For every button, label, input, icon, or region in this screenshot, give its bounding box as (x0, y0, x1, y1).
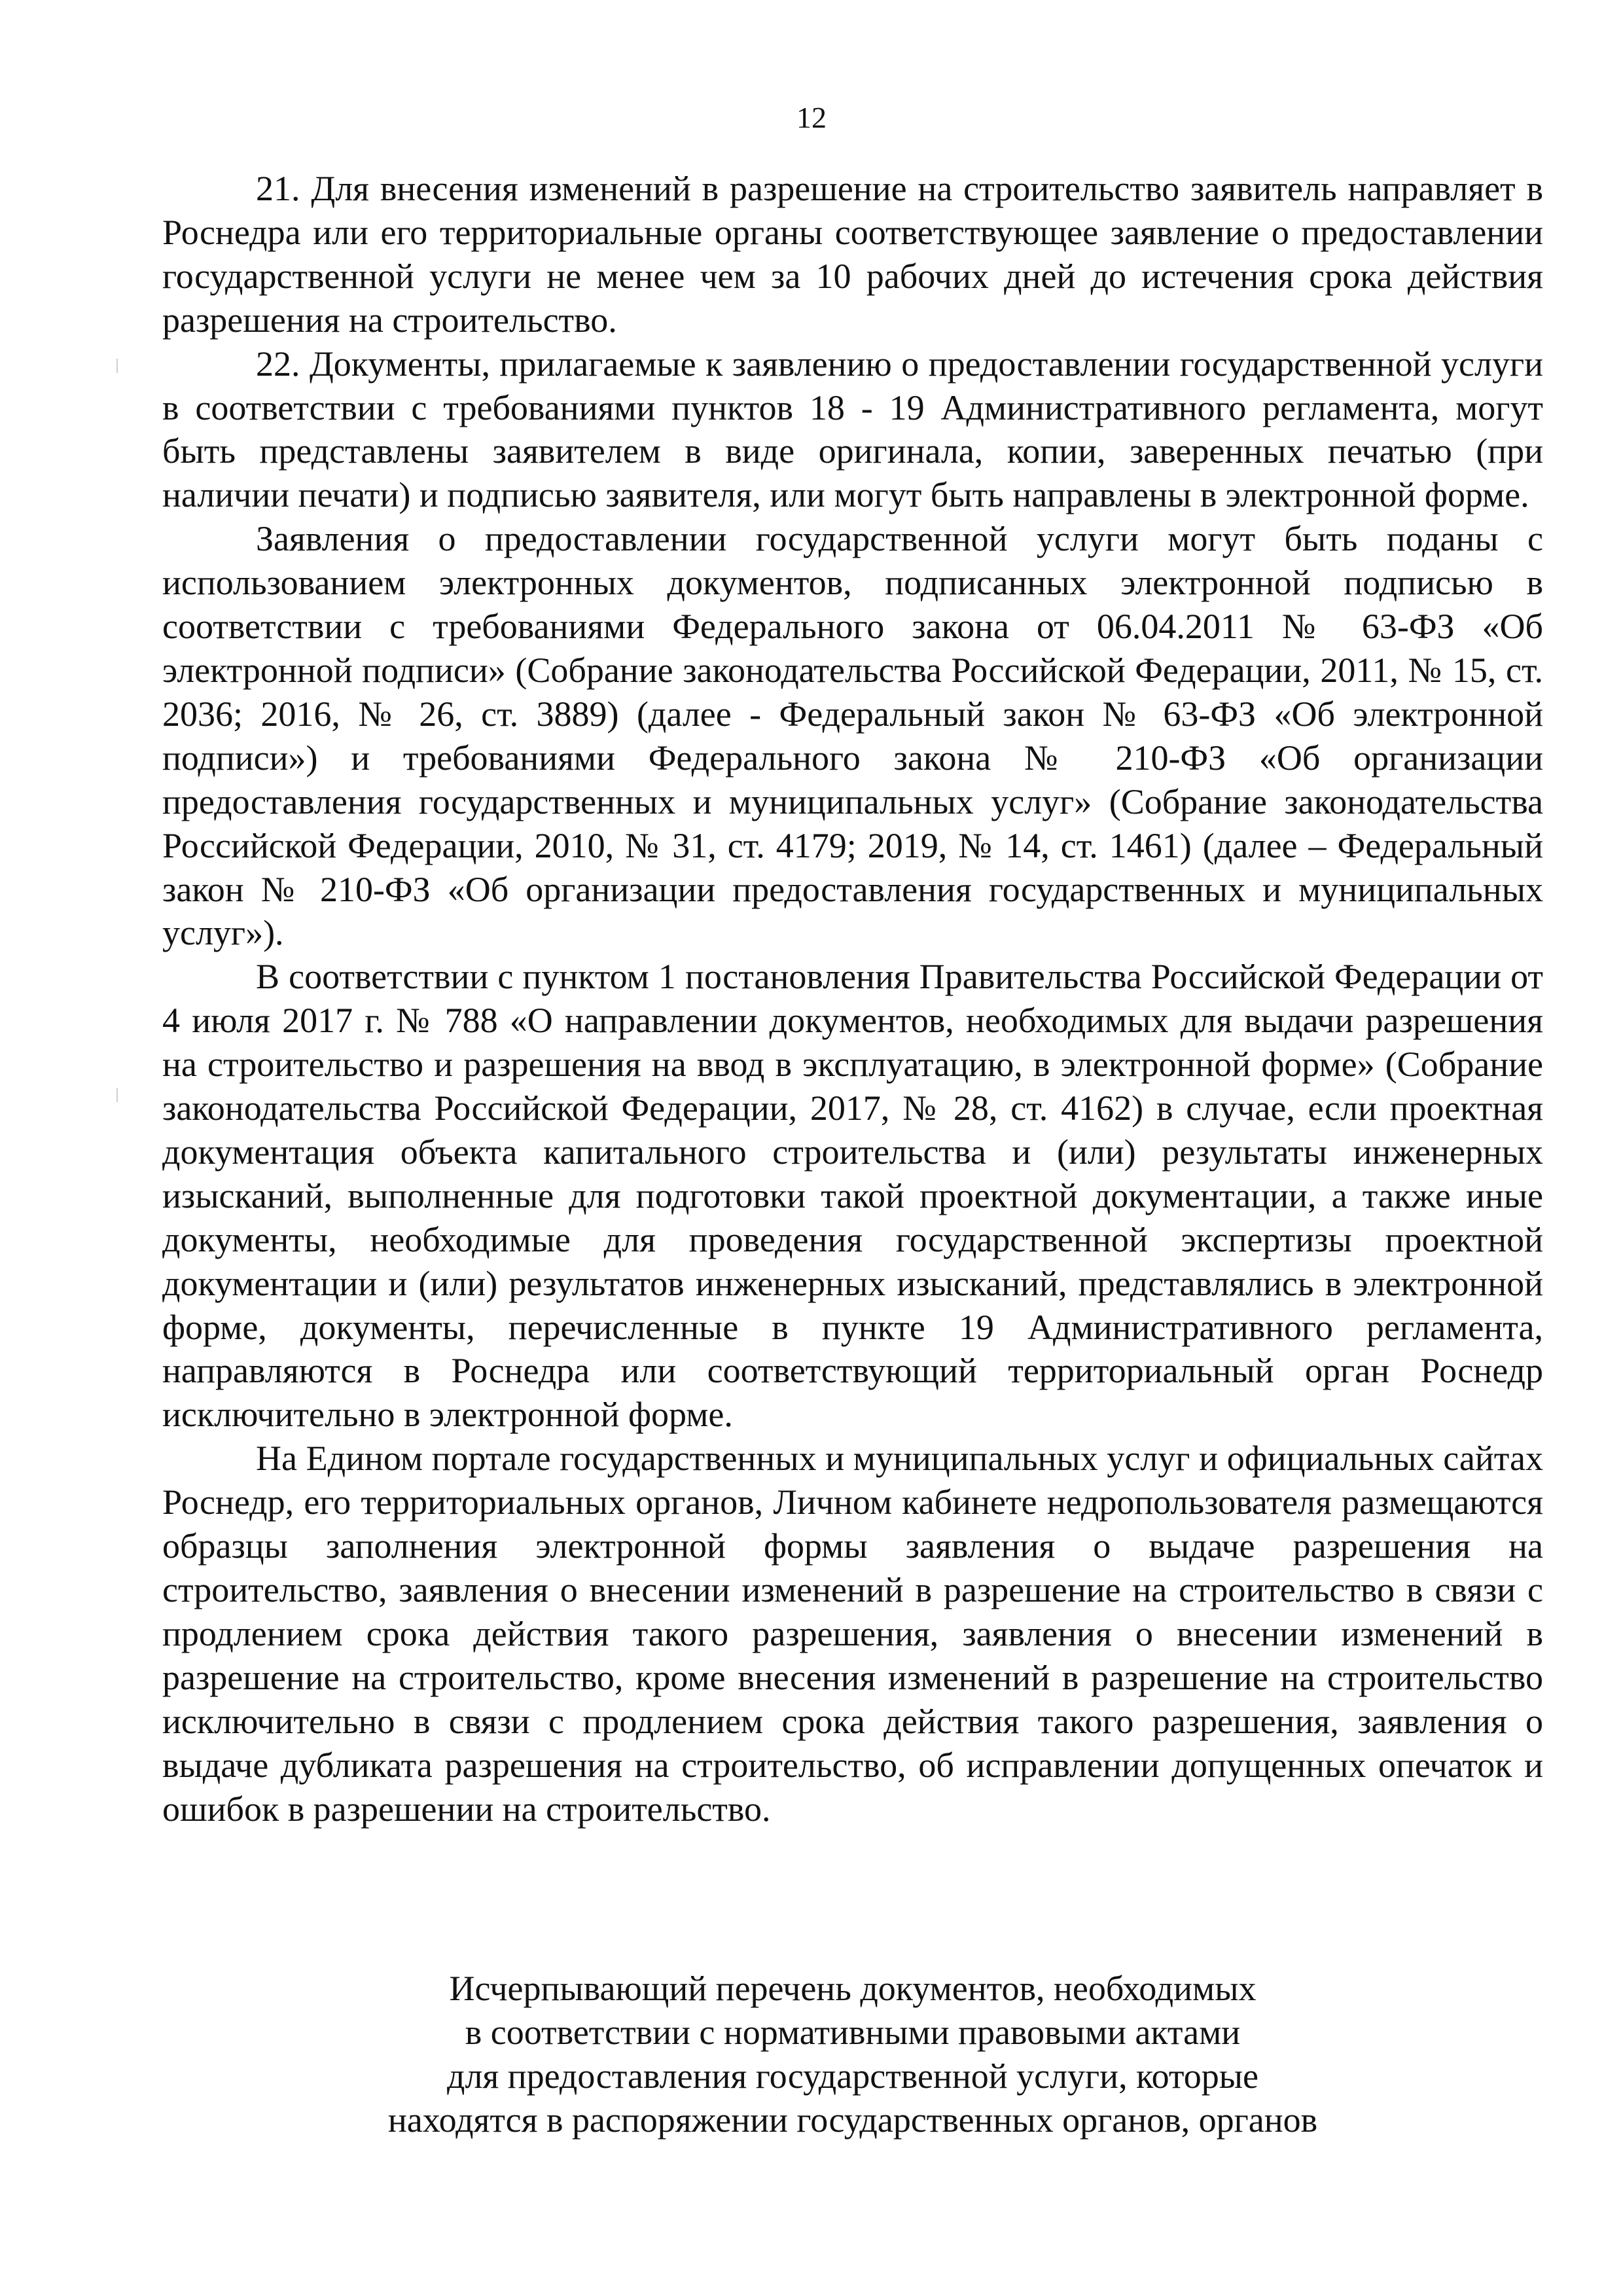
section-heading-line: в соответствии с нормативными правовыми актами (465, 2013, 1241, 2052)
section-heading-line: Исчерпывающий перечень документов, необходимых (449, 1969, 1257, 2008)
section-heading-line: для предоставления государственной услуги, которые (447, 2056, 1258, 2096)
paragraph-sample-forms: На Едином портале государственных и муниципальных услуг и официальных сайтах Роснедр, его территориальных органов, Личном кабинете недропользователя размещаются образцы заполнения электронной формы заявления о выдаче разрешения на строительство, заявления о внесении изменений в разрешение на строительство в связи с продлением срока действия такого разрешения, заявления о внесении изменений в разрешение на строительство, кроме внесения изменений в разрешение на строительство исключительно в связи с продлением срока действия такого разрешения, заявления о выдаче дубликата разрешения на строительство, об исправлении допущенных опечаток и ошибок в разрешении на строительство. (162, 1439, 1543, 1829)
paragraph-government-decree: В соответствии с пунктом 1 постановления Правительства Российской Федерации от 4 июля 2017 г. № 788 «О направлении документов, необходимых для выдачи разрешения на строительство и разрешения на ввод в эксплуатацию, в электронной форме» (Собрание законодательства Российской Федерации, 2017, № 28, ст. 4162) в случае, если проектная документация объекта капитального строительства и (или) результаты инженерных изысканий, выполненные для подготовки такой проектной документации, а также иные документы, необходимые для проведения государственной экспертизы проектной документации и (или) результатов инженерных изысканий, представлялись в электронной форме, документы, перечисленные в пункте 19 Административного регламента, направляются в Роснедра или соответствующий территориальный орган Роснедр исключительно в электронной форме. (162, 957, 1543, 1435)
section-heading-line: находятся в распоряжении государственных органов, органов (387, 2100, 1318, 2140)
page-number: 12 (796, 101, 827, 134)
scan-margin-mark (116, 359, 118, 373)
paragraph-21: 21. Для внесения изменений в разрешение на строительство заявитель направляет в Роснедра или его территориальные органы соответствующее заявление о предоставлении государственной услуги не менее чем за 10 рабочих дней до истечения срока действия разрешения на строительство. (162, 169, 1543, 340)
section-heading (162, 1967, 1543, 2142)
body-text (162, 167, 1543, 1831)
paragraph-electronic-applications: Заявления о предоставлении государственной услуги могут быть поданы с использованием электронных документов, подписанных электронной подписью в соответствии с требованиями Федерального закона от 06.04.2011 № 63-ФЗ «Об электронной подписи» (Собрание законодательства Российской Федерации, 2011, № 15, ст. 2036; 2016, № 26, ст. 3889) (далее - Федеральный закон № 63-ФЗ «Об электронной подписи») и требованиями Федерального закона № 210-ФЗ «Об организации предоставления государственных и муниципальных услуг» (Собрание законодательства Российской Федерации, 2010, № 31, ст. 4179; 2019, № 14, ст. 1461) (далее – Федеральный закон № 210-ФЗ «Об организации предоставления государственных и муниципальных услуг»). (162, 519, 1543, 953)
scan-margin-mark (116, 1088, 118, 1102)
paragraph-22: 22. Документы, прилагаемые к заявлению о предоставлении государственной услуги в соответствии с требованиями пунктов 18 - 19 Административного регламента, могут быть представлены заявителем в виде оригинала, копии, заверенных печатью (при наличии печати) и подписью заявителя, или могут быть направлены в электронной форме. (162, 344, 1543, 515)
